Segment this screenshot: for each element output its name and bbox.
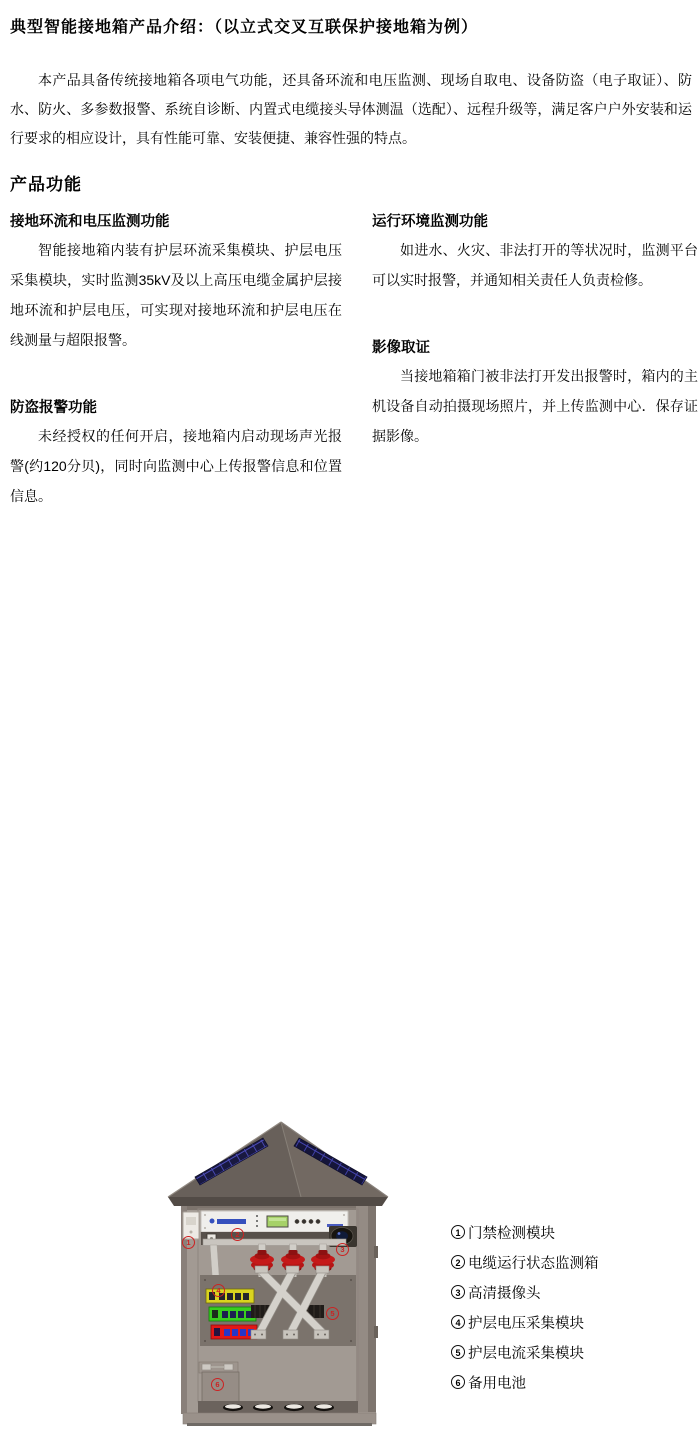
feature-heading: 运行环境监测功能	[372, 214, 488, 230]
feature-body: 未经授权的任何开启，接地箱内启动现场声光报警(约120分贝)，同时向监测中心上传报警信息和位置信息。	[10, 428, 342, 504]
page-title: 典型智能接地箱产品介绍：（以立式交叉互联保护接地箱为例）	[10, 19, 479, 36]
diagram-legend	[451, 1224, 599, 1404]
feature-body: 智能接地箱内装有护层环流采集模块、护层电压采集模块，实时监测35kV及以上高压电缆金属护层接地环流和护层电压，可实现对接地环流和护层电压在线测量与超限报警。	[10, 242, 342, 348]
legend-label: 护层电流采集模块	[468, 1345, 584, 1362]
legend-item	[451, 1284, 599, 1300]
marker-1-door-sensor: 1	[182, 1236, 195, 1249]
marker-3-camera: 3	[336, 1243, 349, 1256]
feature-body: 当接地箱箱门被非法打开发出报警时，箱内的主机设备自动拍摄现场照片，并上传监测中心．保存证据影像。	[372, 368, 698, 444]
lcd-screen	[267, 1216, 288, 1227]
circled-number: 5	[451, 1345, 465, 1359]
feature-heading: 影像取证	[372, 340, 430, 356]
feature-heading: 防盗报警功能	[10, 400, 97, 416]
section-heading: 产品功能	[10, 175, 82, 194]
legend-label: 电缆运行状态监测箱	[468, 1255, 599, 1272]
marker-5-current-module: 5	[326, 1307, 339, 1320]
feature-block	[10, 399, 342, 511]
circled-number: 1	[451, 1225, 465, 1239]
features-right-column	[372, 213, 698, 451]
intro-paragraph: 本产品具备传统接地箱各项电气功能，还具备环流和电压监测、现场自取电、设备防盗（电子取证）、防水、防火、多参数报警、系统自诊断、内置式电缆接头导体测温（选配）、远程升级等，满足客户户外安装和运行要求的相应设计，具有性能可靠、安装便捷、兼容性强的特点。	[10, 72, 692, 146]
features-left-column	[10, 213, 342, 511]
marker-6-battery: 6	[211, 1378, 224, 1391]
circled-number: 2	[451, 1255, 465, 1269]
marker-2-monitoring-box: 2	[231, 1228, 244, 1241]
legend-label: 高清摄像头	[468, 1285, 541, 1302]
circled-number: 6	[451, 1375, 465, 1389]
monitoring-rack-unit	[201, 1211, 348, 1232]
feature-heading: 接地环流和电压监测功能	[10, 214, 170, 230]
legend-item	[451, 1374, 599, 1390]
feature-block	[10, 213, 342, 355]
roof	[168, 1122, 388, 1206]
feature-body: 如进水、火灾、非法打开的等状况时，监测平台可以实时报警，并通知相关责任人负责检修。	[372, 242, 698, 288]
feature-block	[372, 213, 698, 295]
marker-4-voltage-module: 4	[212, 1284, 225, 1297]
legend-label: 备用电池	[468, 1375, 526, 1392]
legend-item	[451, 1254, 599, 1270]
feature-block	[372, 339, 698, 451]
legend-item	[451, 1314, 599, 1330]
circled-number: 4	[451, 1315, 465, 1329]
legend-label: 护层电压采集模块	[468, 1315, 584, 1332]
legend-item	[451, 1224, 599, 1240]
legend-item	[451, 1344, 599, 1360]
voltage-collect-strips	[206, 1289, 257, 1339]
device-diagram	[0, 556, 700, 1392]
grounding-box-illustration	[160, 1116, 410, 1432]
door-sensor-module	[183, 1212, 199, 1239]
legend-label: 门禁检测模块	[468, 1225, 555, 1242]
circled-number: 3	[451, 1285, 465, 1299]
